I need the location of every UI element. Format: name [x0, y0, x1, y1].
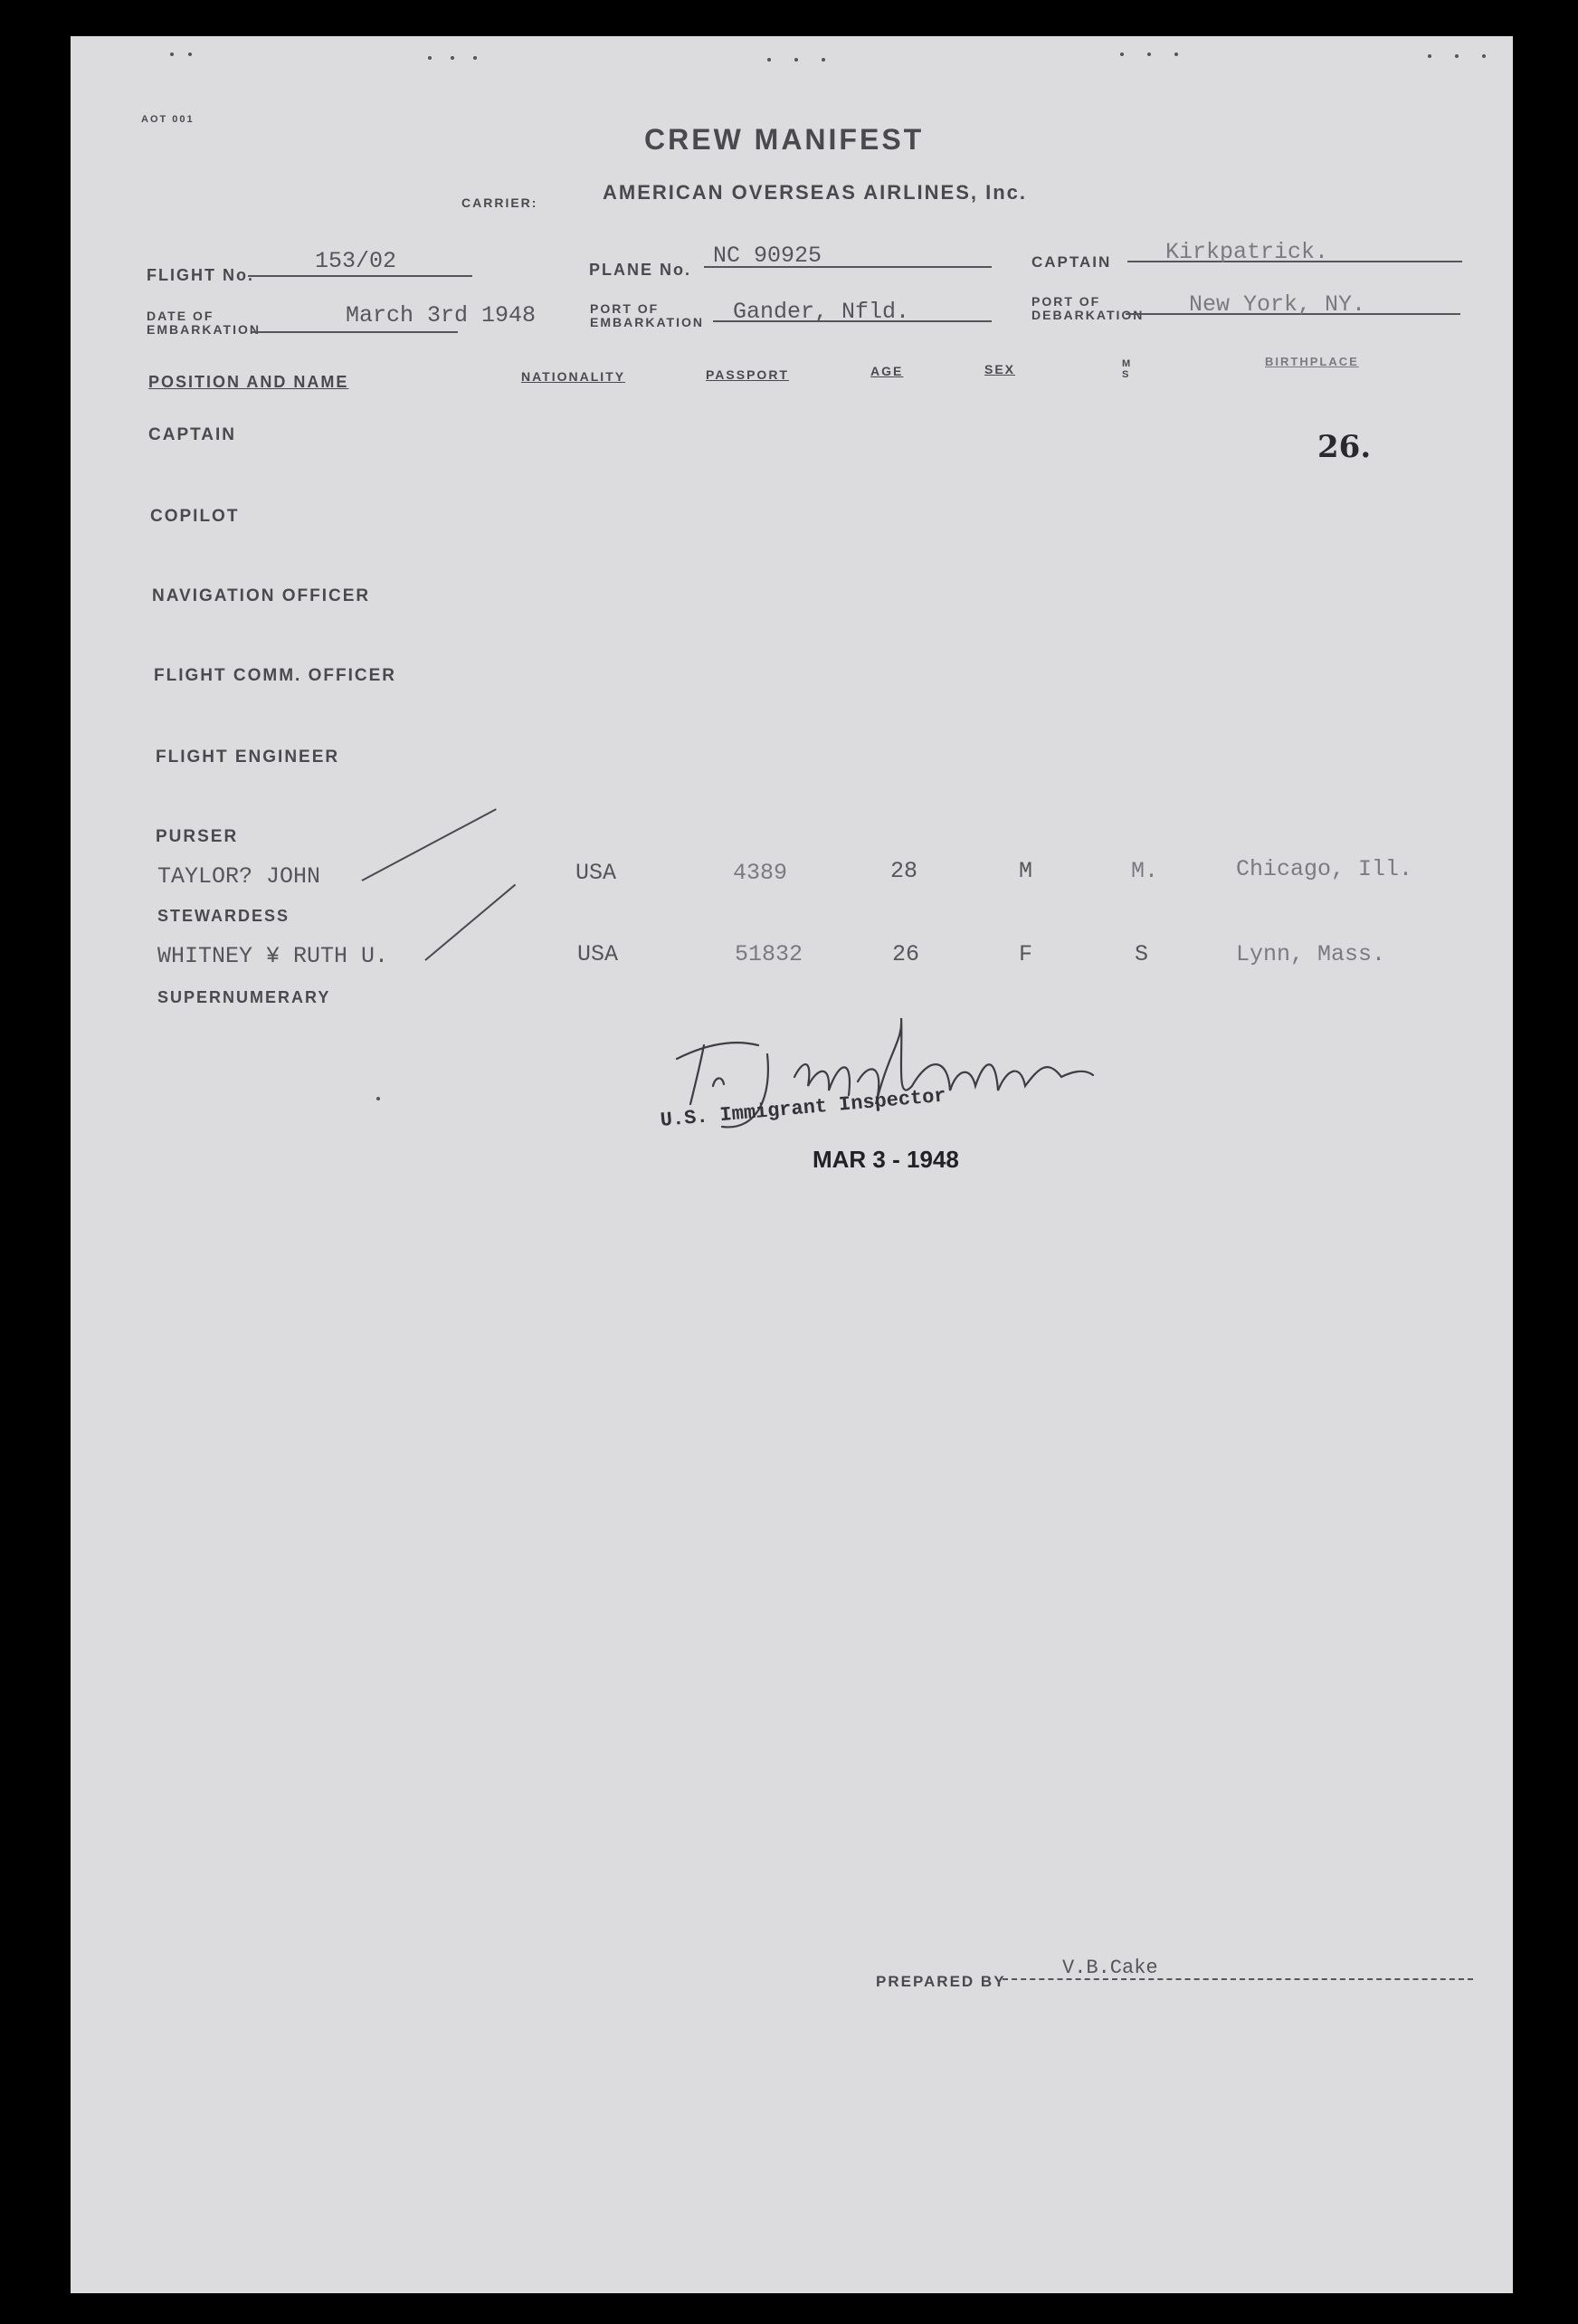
- col-age: AGE: [870, 364, 904, 378]
- plane-label: PLANE No.: [589, 261, 692, 279]
- crew-passport: 51832: [735, 941, 803, 967]
- punch-mark: [1428, 54, 1431, 58]
- captain-value: Kirkpatrick.: [1165, 239, 1329, 265]
- flight-underline: [248, 275, 472, 277]
- col-nationality: NATIONALITY: [521, 369, 626, 384]
- stamp-date: MAR 3 - 1948: [813, 1146, 959, 1173]
- crew-sex: F: [1019, 941, 1033, 967]
- crew-passport: 4389: [733, 860, 788, 886]
- prepared-label: PREPARED BY: [876, 1973, 1006, 1990]
- col-sex: SEX: [984, 362, 1016, 376]
- date-underline: [252, 331, 458, 333]
- position-copilot: COPILOT: [150, 507, 240, 526]
- flight-value: 153/02: [315, 248, 397, 274]
- position-comm-officer: FLIGHT COMM. OFFICER: [154, 666, 396, 685]
- punch-mark: [767, 58, 771, 62]
- crew-age: 26: [892, 941, 920, 967]
- crew-age: 28: [890, 858, 918, 884]
- crew-nationality: USA: [575, 860, 617, 886]
- punch-mark: [170, 52, 174, 56]
- check-stroke: [424, 884, 516, 961]
- crew-birthplace: Lynn, Mass.: [1236, 941, 1386, 967]
- col-passport: PASSPORT: [706, 367, 789, 382]
- punch-mark: [1455, 54, 1459, 58]
- check-stroke: [362, 808, 497, 881]
- crew-name: TAYLOR? JOHN: [157, 863, 321, 890]
- position-captain: CAPTAIN: [148, 425, 237, 444]
- col-marital: M S: [1122, 358, 1133, 380]
- date-label: DATE OF EMBARKATION: [147, 309, 261, 337]
- carrier-label: CARRIER:: [461, 195, 538, 210]
- captain-label: CAPTAIN: [1031, 253, 1112, 271]
- page-title: CREW MANIFEST: [644, 123, 925, 156]
- form-code: AOT 001: [141, 114, 195, 125]
- col-birthplace: BIRTHPLACE: [1265, 355, 1359, 368]
- punch-mark: [1120, 52, 1124, 56]
- carrier-value: AMERICAN OVERSEAS AIRLINES, Inc.: [603, 181, 1028, 204]
- speck: [376, 1097, 380, 1100]
- punch-mark: [822, 58, 825, 62]
- crew-sex: M: [1019, 858, 1033, 884]
- punch-mark: [1482, 54, 1486, 58]
- port-debarkation-value: New York, NY.: [1189, 291, 1366, 318]
- crew-marital: S: [1135, 941, 1149, 967]
- manifest-sheet: [71, 36, 1513, 2293]
- position-stewardess: STEWARDESS: [157, 907, 290, 925]
- position-flight-engineer: FLIGHT ENGINEER: [156, 748, 340, 767]
- crew-name: WHITNEY ¥ RUTH U.: [157, 943, 389, 969]
- crew-marital: M.: [1131, 858, 1159, 884]
- punch-mark: [1147, 52, 1151, 56]
- position-supernumerary: SUPERNUMERARY: [157, 988, 331, 1006]
- date-value: March 3rd 1948: [346, 302, 537, 329]
- position-purser: PURSER: [156, 827, 239, 846]
- page-number: 26.: [1317, 429, 1372, 465]
- col-position-name: POSITION AND NAME: [148, 373, 349, 391]
- port-embarkation-label: PORT OF EMBARKATION: [590, 301, 704, 329]
- flight-label: FLIGHT No.: [147, 266, 254, 284]
- inspector-title: U.S. Immigrant Inspector: [659, 1084, 947, 1132]
- port-debarkation-label: PORT OF DEBARKATION: [1031, 294, 1145, 322]
- plane-value: NC 90925: [713, 243, 822, 269]
- punch-mark: [473, 56, 477, 60]
- punch-mark: [428, 56, 432, 60]
- punch-mark: [794, 58, 798, 62]
- punch-mark: [188, 52, 192, 56]
- punch-mark: [451, 56, 454, 60]
- crew-birthplace: Chicago, Ill.: [1236, 856, 1413, 882]
- port-embarkation-value: Gander, Nfld.: [733, 299, 910, 325]
- punch-mark: [1174, 52, 1178, 56]
- crew-nationality: USA: [577, 941, 619, 967]
- prepared-by-value: V.B.Cake: [1062, 1957, 1158, 1979]
- position-navigation-officer: NAVIGATION OFFICER: [152, 586, 371, 605]
